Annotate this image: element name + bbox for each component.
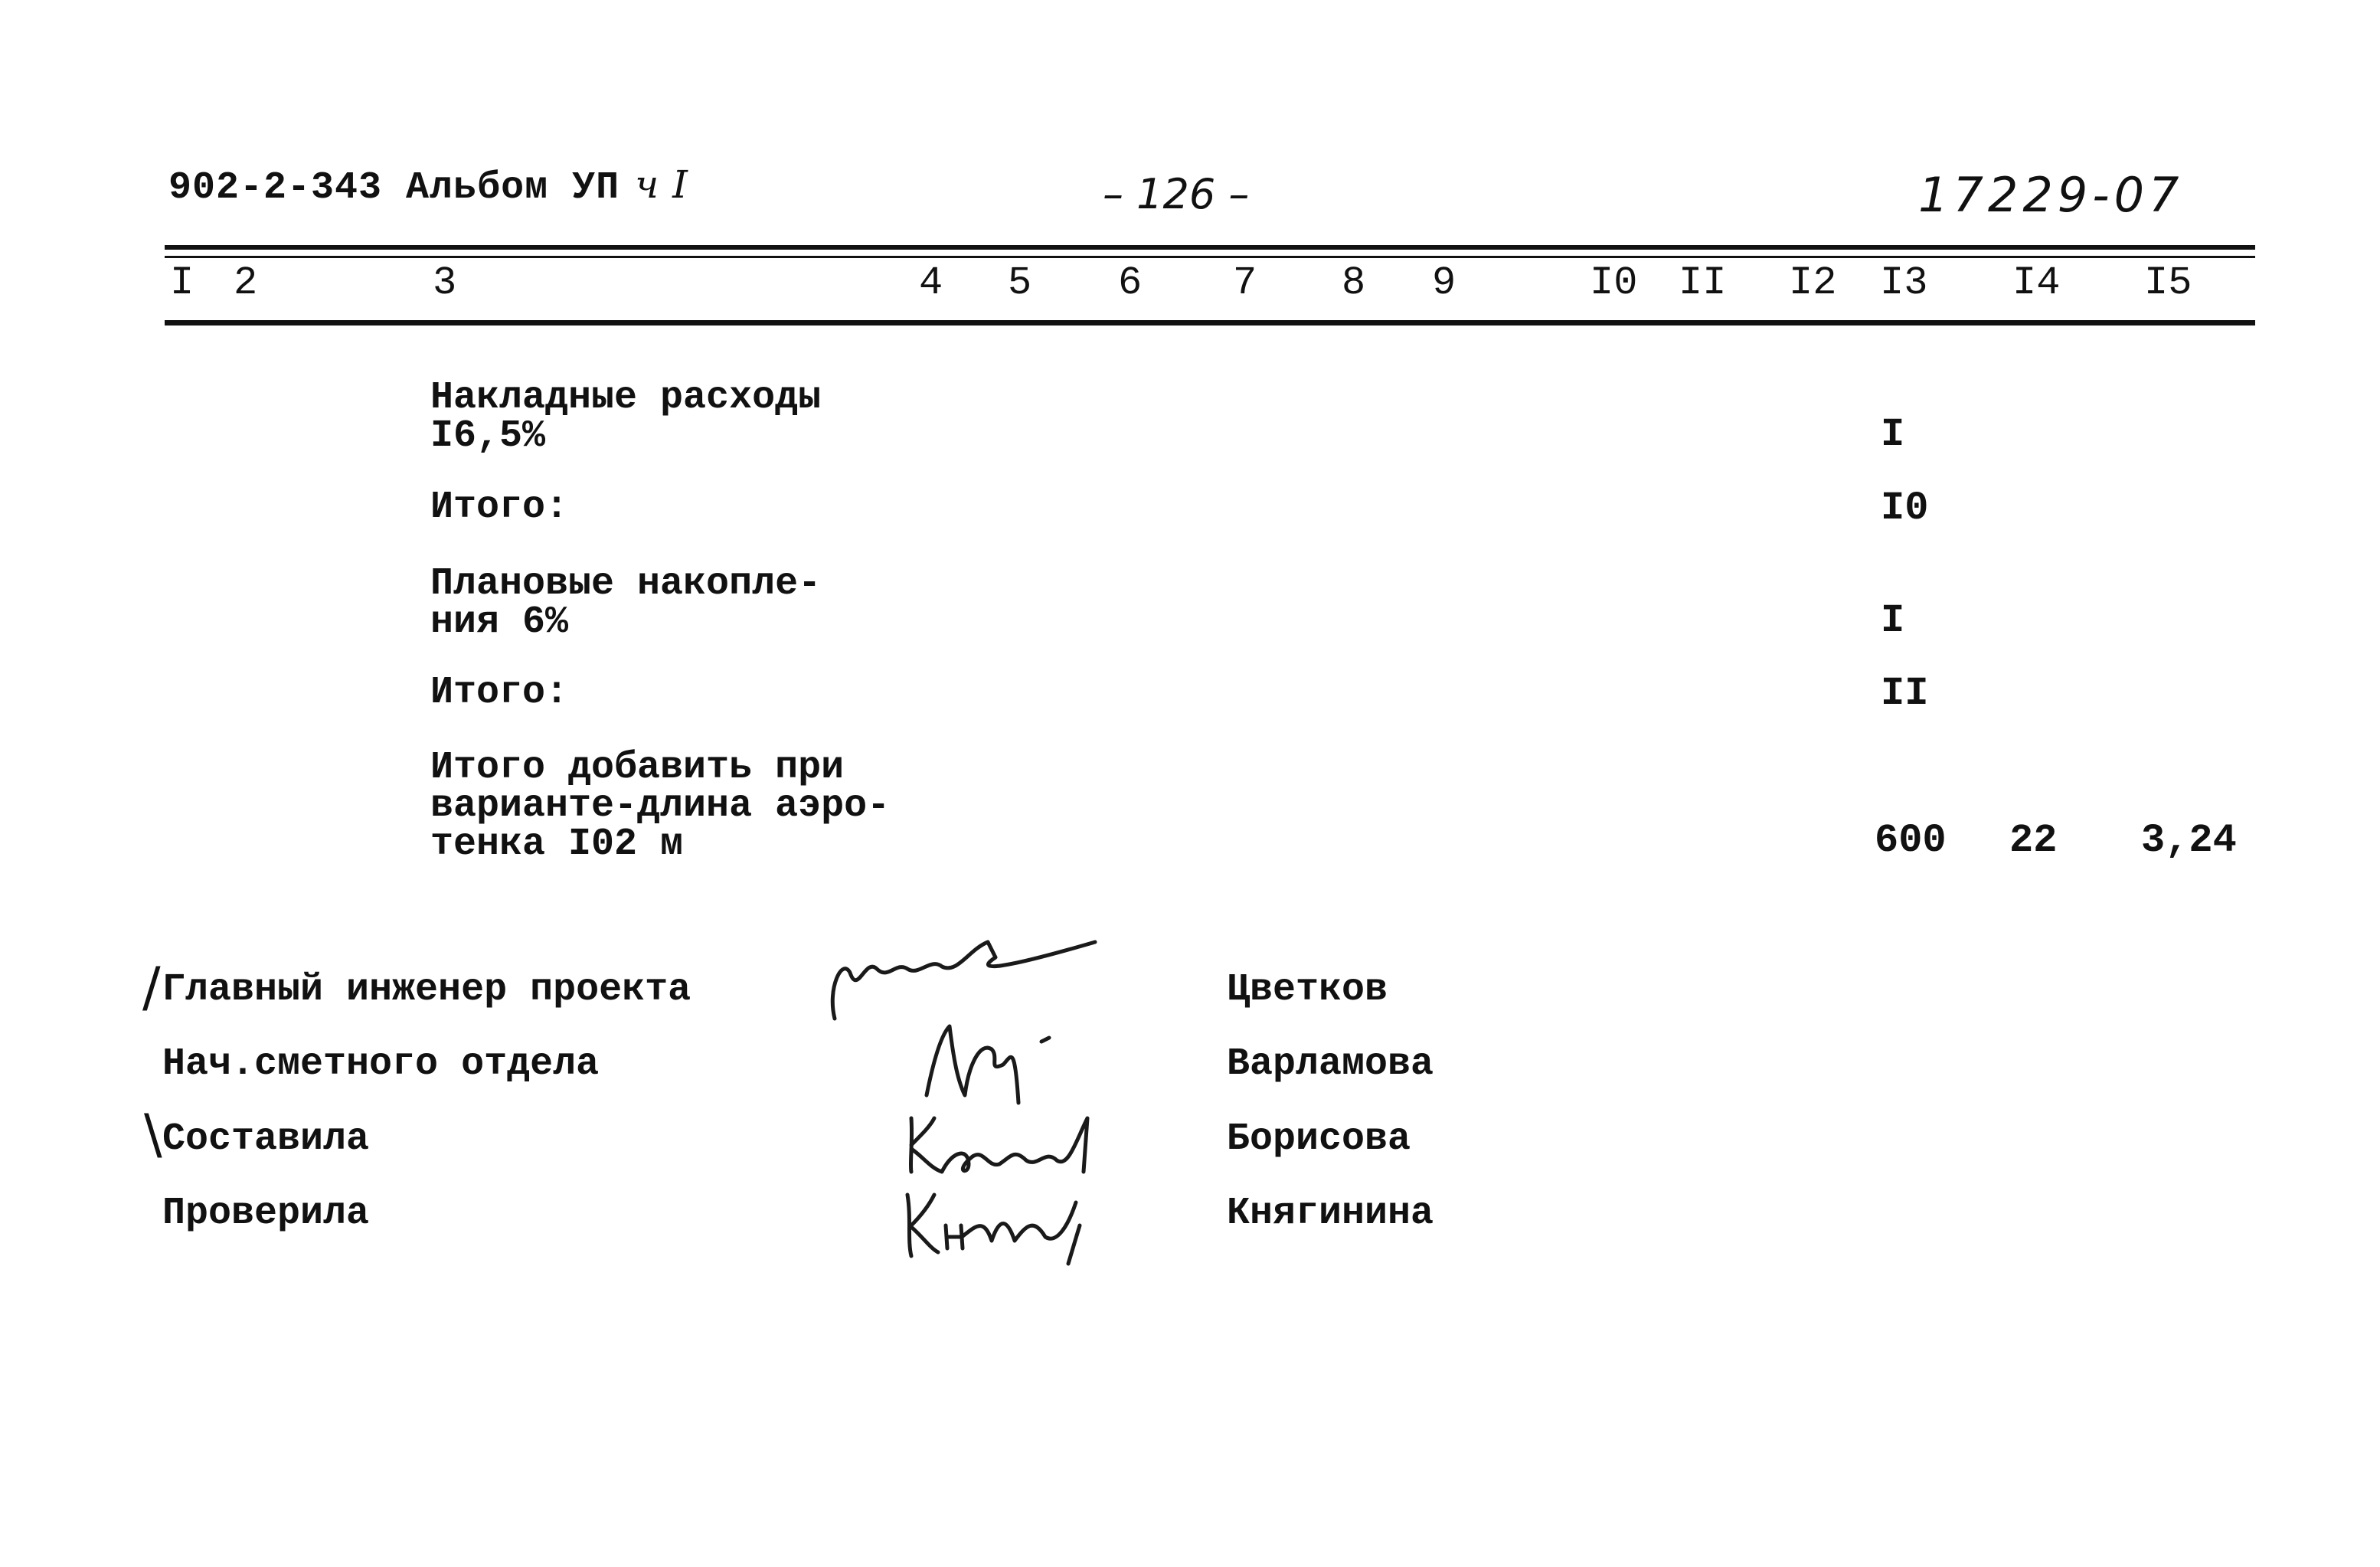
row-value-col13: I <box>1881 598 1905 643</box>
column-number: 3 <box>433 260 457 306</box>
column-number: I0 <box>1590 260 1638 306</box>
row-value-col13: I <box>1881 412 1905 457</box>
row-description: Плановые накопле- ния 6% <box>430 562 822 644</box>
margin-mark: \ <box>144 1103 162 1166</box>
signatory-role: Нач.сметного отдела <box>162 1042 600 1086</box>
column-number: 9 <box>1432 260 1456 306</box>
column-number: I3 <box>1880 260 1928 306</box>
column-number: 5 <box>1008 260 1032 306</box>
row-value-col14: 22 <box>2009 818 2058 863</box>
row-description: Накладные расходы I6,5% <box>430 376 822 458</box>
column-number: II <box>1679 260 1727 306</box>
header-rule-bottom <box>165 320 2255 326</box>
row-value-col15: 3,24 <box>2141 818 2237 863</box>
signatory-name: Цветков <box>1227 968 1388 1012</box>
document-reference <box>168 162 688 210</box>
column-number: 4 <box>919 260 943 306</box>
header-rule-top <box>165 245 2255 250</box>
margin-mark: / <box>142 956 161 1019</box>
column-number: 2 <box>234 260 258 306</box>
signatory-role: Главный инженер проекта <box>162 968 691 1012</box>
column-number: 7 <box>1233 260 1257 306</box>
column-number: 6 <box>1118 260 1143 306</box>
signatory-name: Борисова <box>1227 1117 1411 1161</box>
row-description: Итого добавить при варианте-длина аэро- тенка I02 м <box>430 746 891 866</box>
signatory-role: Проверила <box>162 1192 370 1235</box>
row-value-col13: I0 <box>1881 486 1929 531</box>
row-value-col13: II <box>1881 671 1929 716</box>
column-number: I2 <box>1789 260 1837 306</box>
part-number: ч I <box>635 162 688 207</box>
signatory-name: Варламова <box>1227 1042 1434 1086</box>
header-rule-top-thin <box>165 256 2255 258</box>
doc-ref-text: 902-2-343 Альбом УП <box>168 166 620 210</box>
row-description: Итого: <box>430 486 569 529</box>
row-description: Итого: <box>430 671 569 715</box>
signatory-name: Княгинина <box>1227 1192 1434 1235</box>
row-value-col13: 600 <box>1875 818 1947 863</box>
document-code: 17229-07 <box>1918 167 2184 223</box>
column-number: I5 <box>2144 260 2192 306</box>
page-number: – 126 – <box>1103 170 1250 218</box>
column-number: I <box>170 260 195 306</box>
signatory-role: Составила <box>162 1117 370 1161</box>
signature-scribble <box>892 1172 1099 1271</box>
column-number: I4 <box>2012 260 2061 306</box>
column-number: 8 <box>1342 260 1366 306</box>
